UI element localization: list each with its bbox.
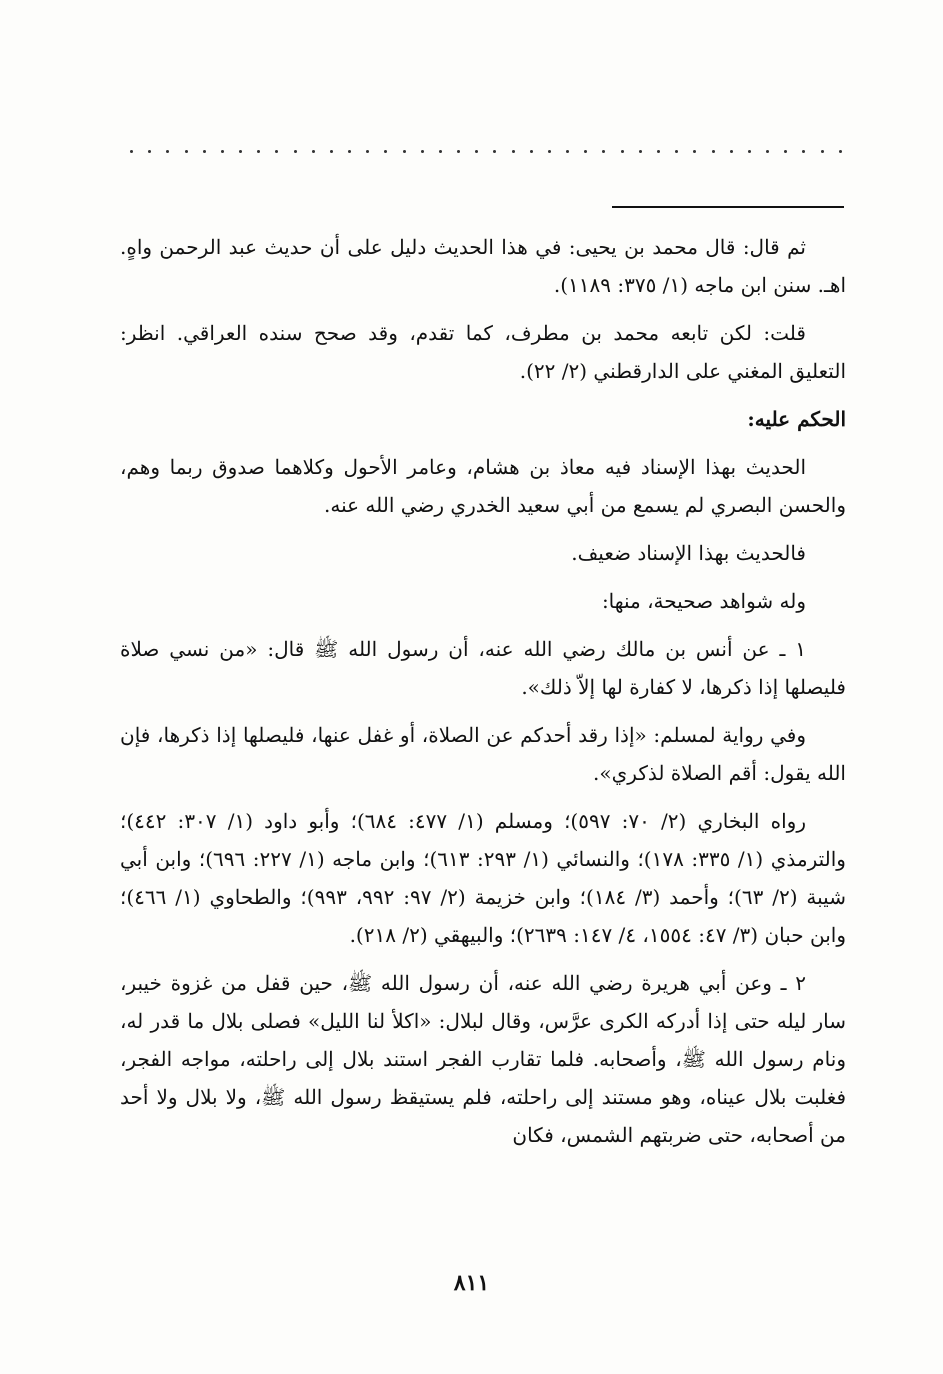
section-heading: الحكم عليه: [747,407,846,431]
separator-dot [403,150,406,153]
paragraph: ٢ ـ وعن أبي هريرة رضي الله عنه، أن رسول الله ﷺ، حين قفل من غزوة خيبر، سار ليله حتى إذا أدركه الكرى عرَّس، وقال لبلال: «اكلأ لنا الليل» فصلى بلال ما قدر له، ونام رسول الله ﷺ، وأصحابه. فلما تقارب الفجر استند بلال إلى راحلته، مواجه الفجر، فغلبت بلال عيناه، وهو مستند إلى راحلته، فلم يستيقظ رسول الله ﷺ، ولا بلال ولا أحد من أصحابه، حتى ضربتهم الشمس، فكان [120,971,846,1147]
separator-dot [839,150,842,153]
separator-dot [693,150,696,153]
footnote-rule [612,206,844,208]
paragraph: وفي رواية لمسلم: «إذا رقد أحدكم عن الصلاة، أو غفل عنها، فليصلها إذا ذكرها، فإن الله يقول: أقم الصلاة لذكري». [120,723,846,785]
paragraph: ١ ـ عن أنس بن مالك رضي الله عنه، أن رسول الله ﷺ قال: «من نسي صلاة فليصلها إذا ذكرها، لا كفارة لها إلاّ ذلك». [120,637,846,699]
separator-dot [657,150,660,153]
separator-dot [348,150,351,153]
separator-dot [784,150,787,153]
separator-dot [275,150,278,153]
separator-dot [530,150,533,153]
separator-dot [166,150,169,153]
separator-dot [421,150,424,153]
separator-dot [457,150,460,153]
separator-dot [493,150,496,153]
paragraph: رواه البخاري (٢/ ٧٠: ٥٩٧)؛ ومسلم (١/ ٤٧٧: ٦٨٤)؛ وأبو داود (١/ ٣٠٧: ٤٤٢)؛ والترمذي (١/ ٣٣٥: ١٧٨)؛ والنسائي (١/ ٢٩٣: ٦١٣)؛ وابن ماجه (١/ ٢٢٧: ٦٩٦)؛ وابن أبي شيبة (٢/ ٦٣)؛ وأحمد (٣/ ١٨٤)؛ وابن خزيمة (٢/ ٩٧: ٩٩٢، ٩٩٣)؛ والطحاوي (١/ ٤٦٦)؛ وابن حبان (٣/ ٤٧: ١٥٥٤، ٤/ ١٤٧: ٢٦٣٩)؛ والبيهقي (٢/ ٢١٨). [120,809,846,947]
separator-dot [475,150,478,153]
separator-dot [330,150,333,153]
separator-dot [130,150,133,153]
separator-dot [602,150,605,153]
separator-dot [294,150,297,153]
separator-dot [584,150,587,153]
separator-dot [639,150,642,153]
separator-dot [203,150,206,153]
separator-dot [221,150,224,153]
separator-dot [730,150,733,153]
paragraph: وله شواهد صحيحة، منها: [601,589,806,613]
separator-dot [384,150,387,153]
page-number: ٨١١ [453,1270,490,1296]
paragraph: فالحديث بهذا الإسناد ضعيف. [571,541,806,565]
separator-dot [802,150,805,153]
page-body [120,228,846,1164]
separator-dot [239,150,242,153]
separator-dot [512,150,515,153]
paragraph: ثم قال: قال محمد بن يحيى: في هذا الحديث دليل على أن حديث عبد الرحمن واهٍ. اهـ. سنن ابن ماجه (١/ ٣٧٥: ١١٨٩). [120,235,846,297]
paragraph: قلت: لكن تابعه محمد بن مطرف، كما تقدم، وقد صحح سنده العراقي. انظر: التعليق المغني على الدارقطني (٢/ ٢٢). [120,321,846,383]
separator-dot [366,150,369,153]
separator-dot [821,150,824,153]
separator-dot [621,150,624,153]
separator-dot [548,150,551,153]
separator-dot [257,150,260,153]
separator-dot [766,150,769,153]
separator-dot [712,150,715,153]
separator-dot [566,150,569,153]
separator-dot [675,150,678,153]
separator-dot [148,150,151,153]
dotted-separator [130,144,842,158]
separator-dot [185,150,188,153]
separator-dot [439,150,442,153]
paragraph: الحديث بهذا الإسناد فيه معاذ بن هشام، وعامر الأحول وكلاهما صدوق ربما وهم، والحسن البصري لم يسمع من أبي سعيد الخدري رضي الله عنه. [120,455,846,517]
separator-dot [748,150,751,153]
separator-dot [312,150,315,153]
